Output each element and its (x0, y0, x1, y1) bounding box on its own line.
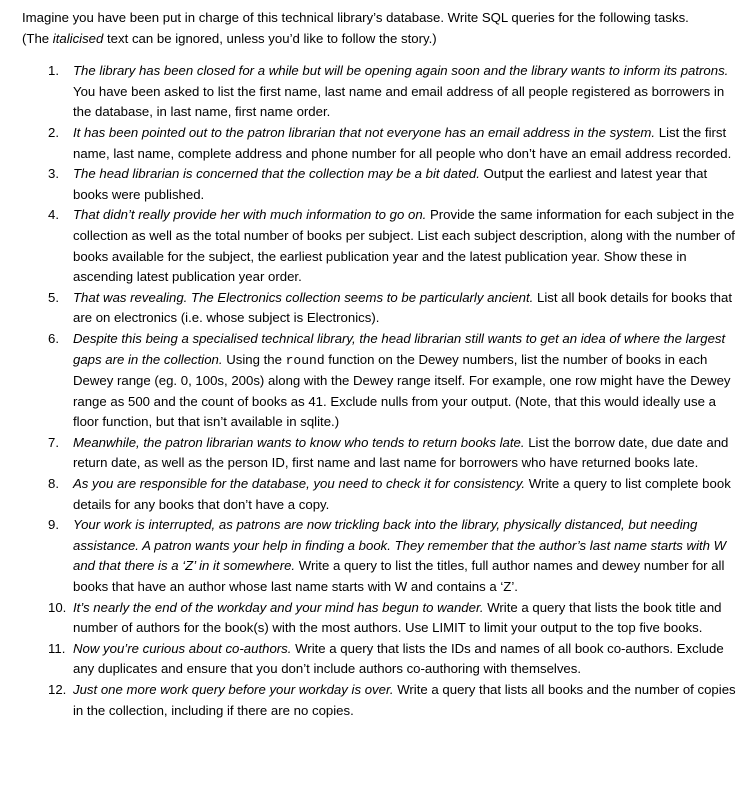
task-item-2 (22, 123, 740, 164)
task-story: As you are responsible for the database, you need to check it for consistency. (73, 476, 526, 492)
task-story: It has been pointed out to the patron librarian that not everyone has an email address in the system. (73, 124, 656, 140)
intro-line-1: Imagine you have been put in charge of this technical library’s database. Write SQL queries for the following tasks. (22, 10, 689, 25)
task-number: 6. (48, 330, 59, 346)
task-story: It’s nearly the end of the workday and your mind has begun to wander. (73, 599, 484, 615)
task-text: Write a query to list complete book details for any books that don’t have a copy. (73, 476, 731, 512)
task-item-9 (22, 515, 740, 597)
intro-line-2-suffix: text can be ignored, unless you’d like to follow the story.) (103, 30, 437, 46)
task-item-5 (22, 288, 740, 329)
task-number: 8. (48, 476, 59, 492)
task-story: Your work is interrupted, as patrons are now trickling back into the library, physically distanced, but needing assistance. A patron wants your help in finding a book. They remember that the author’s last name starts with W and that there is a ‘Z’ in it somewhere. (73, 517, 727, 574)
task-text-before-code: Using the (222, 351, 286, 367)
task-item-12 (22, 680, 740, 721)
task-number: 3. (48, 166, 59, 182)
task-story: Despite this being a specialised technical library, the head librarian still wants to get an idea of where the largest gaps are in the collection. (73, 330, 726, 367)
task-text: Write a query to list the titles, full author names and dewey number for all books that have an author whose last name starts with W and contains a ‘Z’. (73, 558, 725, 595)
task-item-8 (22, 474, 740, 515)
task-story: Meanwhile, the patron librarian wants to know who tends to return books late. (73, 434, 525, 450)
round-function-code: round (285, 352, 325, 368)
task-item-10 (22, 598, 740, 639)
task-item-11 (22, 639, 740, 680)
task-story: That was revealing. The Electronics collection seems to be particularly ancient. (73, 289, 534, 305)
task-story: The head librarian is concerned that the collection may be a bit dated. (73, 166, 480, 182)
task-story: That didn’t really provide her with much information to go on. (73, 207, 427, 223)
task-number: 10. (48, 599, 67, 615)
task-item-4 (22, 205, 740, 287)
task-number: 5. (48, 289, 59, 305)
task-list (22, 61, 740, 721)
task-number: 1. (48, 63, 59, 79)
task-number: 11. (48, 640, 66, 656)
task-item-6 (22, 329, 740, 433)
task-text: You have been asked to list the first name, last name and email address of all people registered as borrowers in the database, in last name, first name order. (73, 83, 725, 120)
task-number: 4. (48, 207, 59, 223)
task-text: Write a query that lists the IDs and names of all book co-authors. Exclude any duplicates and ensure that you don’t include authors co-authoring with themselves. (73, 640, 724, 677)
task-text: Write a query that lists the book title and number of authors for the book(s) with the most authors. Use LIMIT to limit your output to the top five books. (73, 599, 722, 636)
intro-paragraph (22, 8, 740, 49)
task-text: Provide the same information for each subject in the collection as well as the total number of books per subject. List each subject description, along with the number of books available for the subject, the earliest publication year and the latest publication year. Show these in ascending latest publication year order. (73, 207, 735, 285)
task-text: List all book details for books that are on electronics (i.e. whose subject is Electronics). (73, 289, 732, 326)
task-number: 12. (48, 682, 67, 697)
task-story: The library has been closed for a while but will be opening again soon and the library wants to inform its patrons. (73, 63, 729, 79)
task-item-3 (22, 164, 740, 205)
intro-line-2-prefix: (The (22, 30, 53, 46)
task-number: 7. (48, 434, 59, 450)
intro-italic-word: italicised (52, 30, 104, 46)
task-number: 2. (48, 124, 59, 140)
task-text: List the first name, last name, complete address and phone number for all people who don’t have an email address recorded. (73, 124, 732, 161)
task-item-7 (22, 433, 740, 474)
task-text: Output the earliest and latest year that books were published. (73, 166, 708, 202)
task-item-1 (22, 61, 740, 123)
task-story: Just one more work query before your workday is over. (73, 682, 394, 697)
task-text: Write a query that lists all books and the number of copies in the collection, including if there are no copies. (73, 682, 736, 718)
task-story: Now you’re curious about co-authors. (73, 640, 292, 656)
task-text: function on the Dewey numbers, list the number of books in each Dewey range (eg. 0, 100s, 200s) along with the Dewey range itself. For example, one row might have the Dewey range as 500 and the count of books as 41. Exclude nulls from your output. (Note, that this would ideally use a floor function, but that isn’t available in sqlite.) (73, 351, 731, 430)
intro-line-2 (22, 29, 740, 50)
task-text: List the borrow date, due date and return date, as well as the person ID, first name and last name for borrowers who have returned books late. (73, 434, 729, 471)
task-number: 9. (48, 517, 59, 533)
